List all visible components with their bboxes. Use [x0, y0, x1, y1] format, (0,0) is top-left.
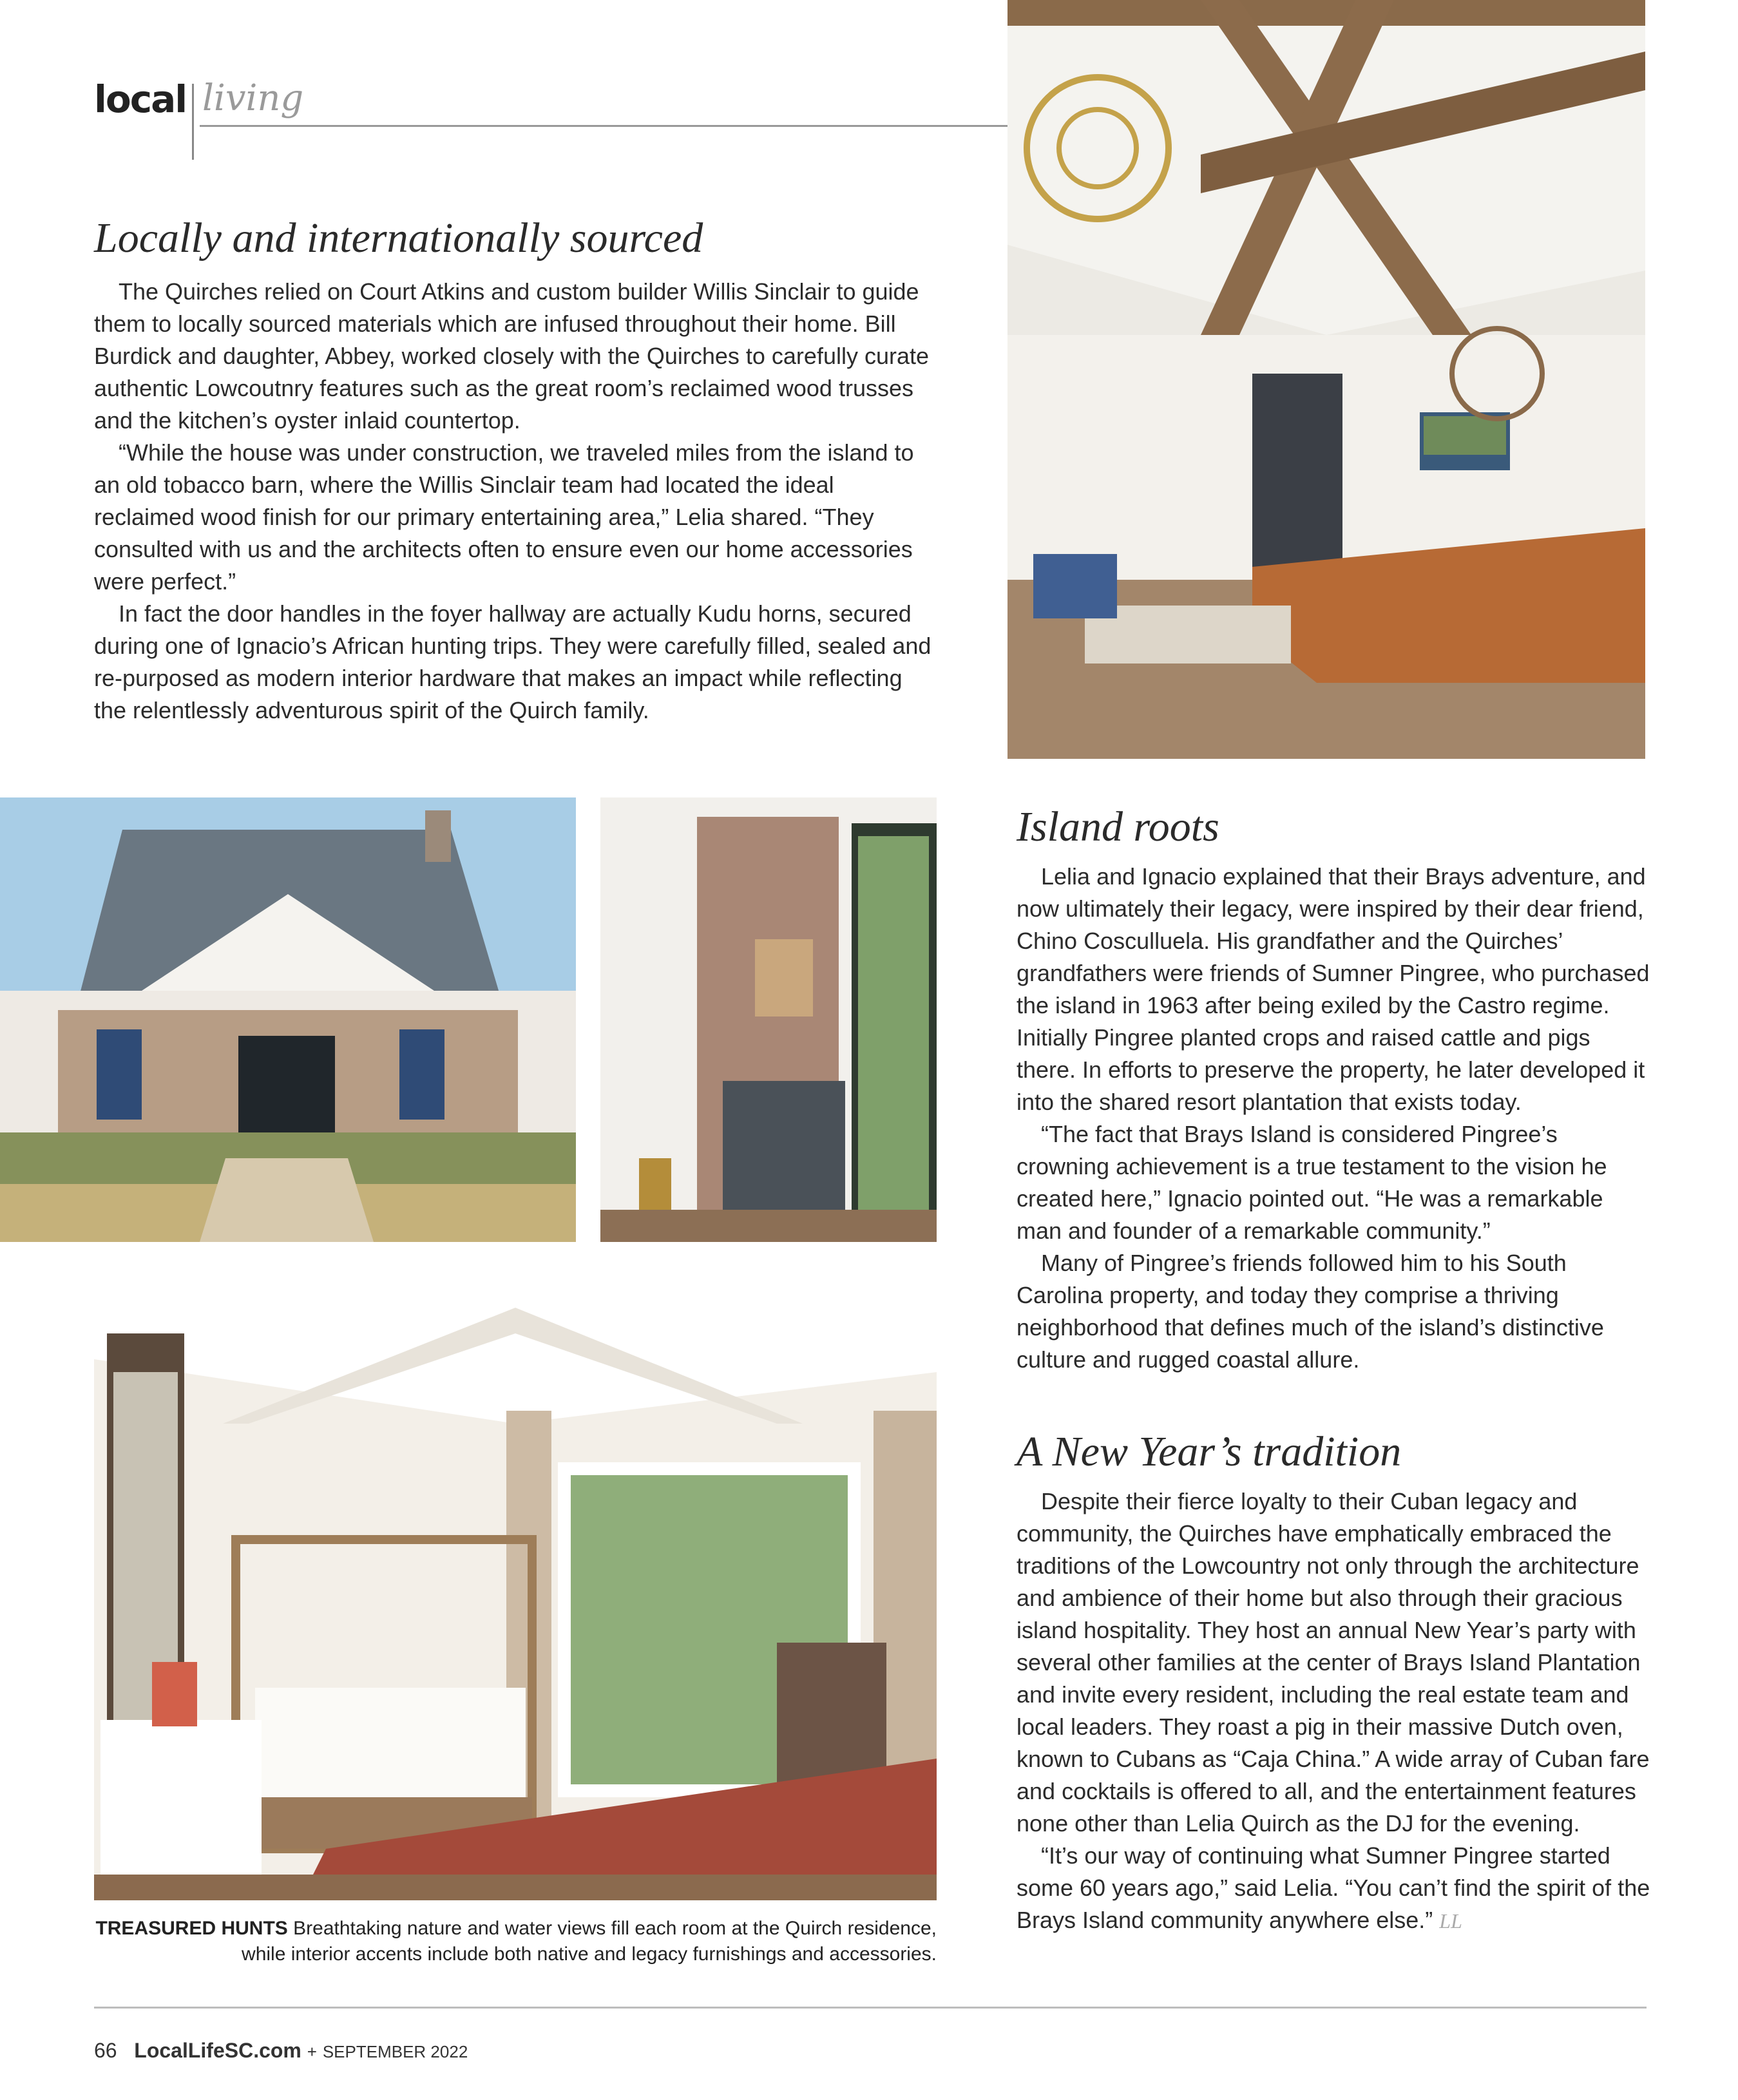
header-rule [200, 125, 1011, 127]
paragraph: The Quirches relied on Court Atkins and custom builder Willis Sinclair to guide them to locally sourced materials which are infused throughout their home. Bill Burdick and daughter, Abbey, worked closely with the Quirches to carefully curate authentic Lowcoutnry features such as the great room’s reclaimed wood trusses and the kitchen’s oyster inlaid countertop. [94, 278, 930, 434]
page-number: 66 [94, 2039, 117, 2062]
section-heading-new-years: A New Year’s tradition [1017, 1428, 1402, 1475]
section-body-locally-sourced [94, 276, 931, 727]
house-exterior-photo [0, 797, 576, 1242]
bedroom-photo [94, 1269, 937, 1900]
great-room-photo [1007, 0, 1645, 759]
section-body-new-years [1017, 1485, 1654, 1937]
paragraph: Despite their fierce loyalty to their Cuban legacy and community, the Quirches have emphatically embraced the traditions of the Lowcountry not only through the architecture and ambience of their home but also through their gracious island hospitality. They host an annual New Year’s party with several other families at the center of Brays Island Plantation and invite every resident, including the real estate team and local leaders. They roast a pig in their massive Dutch oven, known to Cubans as “Caja China.” A wide array of Cuban fare and cocktails is offered to all, and the entertainment features none other than Lelia Quirch as the DJ for the evening. [1017, 1488, 1650, 1837]
paragraph: “The fact that Brays Island is considered Pingree’s crowning achievement is a true testament to the vision he created here,” Ignacio pointed out. “He was a remarkable man and founder of a remarkable community.” [1017, 1121, 1607, 1244]
site-link[interactable]: LocalLifeSC.com [134, 2039, 301, 2062]
paragraph: In fact the door handles in the foyer hallway are actually Kudu horns, secured during one of Ignacio’s African hunting trips. They were carefully filled, sealed and re-purposed as modern interior hardware that makes an impact while reflecting the relentlessly adventurous spirit of the Quirch family. [94, 600, 931, 723]
paragraph-text: “It’s our way of continuing what Sumner Pingree started some 60 years ago,” said Lelia. “You can’t find the spirit of the Brays Island community anywhere else.” [1017, 1842, 1650, 1933]
paragraph: “While the house was under construction, we traveled miles from the island to an old tobacco barn, where the Willis Sinclair team had located the ideal reclaimed wood finish for our primary entertaining area,” Lelia shared. “They consulted with us and the architects often to ensure even our home accessories were perfect.” [94, 439, 914, 595]
caption-text: Breathtaking nature and water views fill each room at the Quirch residence, while interior accents include both native and legacy furnishings and accessories. [242, 1918, 937, 1965]
paragraph: Lelia and Ignacio explained that their Brays adventure, and now ultimately their legacy, were inspired by their dear friend, Chino Cosculluela. His grandfather and the Quirches’ grandfathers were friends of Sumner Pingree, who purchased the island in 1963 after being exiled by the Castro regime. Initially Pingree planted crops and raised cattle and pigs there. In efforts to preserve the property, he later developed it into the shared resort plantation that exists today. [1017, 863, 1650, 1115]
issue-date: SEPTEMBER 2022 [322, 2042, 468, 2061]
photo-caption [94, 1916, 937, 1967]
paragraph: Many of Pingree’s friends followed him to his South Carolina property, and today they comprise a thriving neighborhood that defines much of the island’s distinctive culture and rugged coastal allure. [1017, 1250, 1604, 1373]
section-heading-island-roots: Island roots [1017, 803, 1219, 850]
footer [94, 2039, 468, 2063]
brand-divider [192, 84, 194, 160]
signoff-logo: LL [1439, 1909, 1462, 1933]
footer-rule [94, 2007, 1647, 2009]
brand-local: local [94, 77, 187, 121]
section-heading-locally-sourced: Locally and internationally sourced [94, 215, 703, 262]
paragraph [1017, 1840, 1654, 1937]
footer-separator: + [307, 2042, 317, 2061]
section-body-island-roots [1017, 861, 1654, 1376]
hallway-photo [600, 797, 937, 1242]
caption-lead: TREASURED HUNTS [95, 1918, 288, 1939]
brand-living: living [202, 77, 304, 119]
